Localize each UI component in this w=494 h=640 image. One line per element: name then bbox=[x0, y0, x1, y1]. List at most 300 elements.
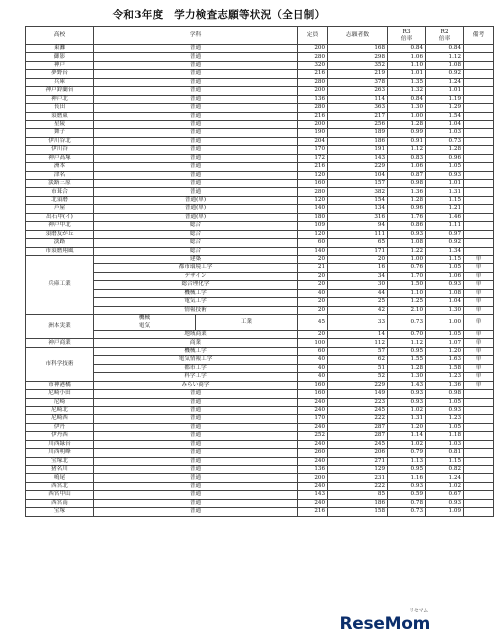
cell-applicants: 229 bbox=[328, 381, 388, 389]
cell-capacity: 109 bbox=[298, 222, 328, 230]
cell-r3-ratio: 1.28 bbox=[388, 364, 426, 372]
cell-school: 川西明峰 bbox=[26, 449, 94, 457]
cell-capacity: 280 bbox=[298, 104, 328, 112]
cell-school: 淡路 bbox=[26, 239, 94, 247]
cell-r3-ratio: 1.28 bbox=[388, 196, 426, 204]
table-row bbox=[26, 87, 494, 95]
cell-r2-ratio: 0.82 bbox=[426, 466, 464, 474]
cell-school: 伊丹西 bbox=[26, 432, 94, 440]
cell-school: 須磨東 bbox=[26, 112, 94, 120]
cell-note: 単 bbox=[464, 315, 494, 331]
cell-dept: 都市工学 bbox=[94, 364, 298, 372]
cell-applicants: 65 bbox=[328, 239, 388, 247]
cell-r3-ratio: 1.31 bbox=[388, 415, 426, 423]
cell-note bbox=[464, 205, 494, 213]
cell-r2-ratio: 0.93 bbox=[426, 499, 464, 507]
cell-school: 西宮甲山 bbox=[26, 491, 94, 499]
cell-r2-ratio: 0.93 bbox=[426, 406, 464, 414]
table-row bbox=[26, 508, 494, 516]
cell-capacity: 280 bbox=[298, 78, 328, 86]
cell-note bbox=[464, 398, 494, 406]
cell-applicants: 229 bbox=[328, 163, 388, 171]
cell-school: 舞子 bbox=[26, 129, 94, 137]
cell-r2-ratio: 1.46 bbox=[426, 213, 464, 221]
table-row bbox=[26, 482, 494, 490]
table-row bbox=[26, 70, 494, 78]
cell-applicants: 217 bbox=[328, 112, 388, 120]
cell-r3-ratio: 1.28 bbox=[388, 120, 426, 128]
cell-dept: 普通 bbox=[94, 70, 298, 78]
cell-dept: 普通 bbox=[94, 112, 298, 120]
cell-applicants: 143 bbox=[328, 154, 388, 162]
cell-r3-ratio: 0.59 bbox=[388, 491, 426, 499]
table-row bbox=[26, 213, 494, 221]
cell-applicants: 256 bbox=[328, 120, 388, 128]
table-row bbox=[26, 381, 494, 389]
cell-applicants: 157 bbox=[328, 180, 388, 188]
cell-note bbox=[464, 188, 494, 196]
cell-applicants: 149 bbox=[328, 390, 388, 398]
cell-capacity: 170 bbox=[298, 415, 328, 423]
cell-capacity: 216 bbox=[298, 163, 328, 171]
cell-r3-ratio: 1.06 bbox=[388, 163, 426, 171]
cell-school: 川西緑台 bbox=[26, 440, 94, 448]
cell-r3-ratio: 0.83 bbox=[388, 154, 426, 162]
cell-r3-ratio: 0.84 bbox=[388, 95, 426, 103]
cell-school: 洲本 bbox=[26, 163, 94, 171]
cell-dept: 普通 bbox=[94, 87, 298, 95]
cell-applicants: 112 bbox=[328, 339, 388, 347]
cell-note bbox=[464, 129, 494, 137]
cell-r2-ratio: 1.58 bbox=[426, 364, 464, 372]
cell-dept: デザイン bbox=[94, 272, 298, 280]
applicant-table bbox=[25, 26, 494, 517]
cell-r3-ratio: 1.20 bbox=[388, 423, 426, 431]
cell-capacity: 60 bbox=[298, 239, 328, 247]
cell-r3-ratio: 0.98 bbox=[388, 180, 426, 188]
header-r2: R2 倍率 bbox=[426, 27, 464, 45]
cell-school: 伊川谷 bbox=[26, 146, 94, 154]
cell-school: 伊川谷北 bbox=[26, 137, 94, 145]
cell-r2-ratio: 1.23 bbox=[426, 415, 464, 423]
table-row bbox=[26, 53, 494, 61]
table-row bbox=[26, 205, 494, 213]
cell-capacity: 140 bbox=[298, 205, 328, 213]
cell-dept: 普通 bbox=[94, 508, 298, 516]
cell-note: 単 bbox=[464, 281, 494, 289]
cell-r3-ratio: 1.06 bbox=[388, 53, 426, 61]
cell-r3-ratio: 0.95 bbox=[388, 466, 426, 474]
cell-note: 単 bbox=[464, 347, 494, 355]
cell-r3-ratio: 1.02 bbox=[388, 406, 426, 414]
table-row bbox=[26, 247, 494, 255]
resemom-logo bbox=[339, 608, 430, 634]
cell-note bbox=[464, 457, 494, 465]
cell-r3-ratio: 0.78 bbox=[388, 499, 426, 507]
cell-r2-ratio: 1.12 bbox=[426, 53, 464, 61]
header-capacity: 定員 bbox=[298, 27, 328, 45]
cell-note bbox=[464, 87, 494, 95]
cell-school: 神戸高塚 bbox=[26, 154, 94, 162]
cell-capacity: 136 bbox=[298, 95, 328, 103]
cell-r2-ratio: 1.05 bbox=[426, 423, 464, 431]
table-row bbox=[26, 474, 494, 482]
cell-r2-ratio: 0.98 bbox=[426, 390, 464, 398]
cell-school: 鳴尾 bbox=[26, 474, 94, 482]
cell-school: 市須磨翔風 bbox=[26, 247, 94, 255]
cell-r3-ratio: 1.01 bbox=[388, 70, 426, 78]
cell-note bbox=[464, 104, 494, 112]
cell-r2-ratio: 1.34 bbox=[426, 247, 464, 255]
cell-applicants: 168 bbox=[328, 45, 388, 53]
cell-dept: 普通 bbox=[94, 78, 298, 86]
cell-dept: 電気工学 bbox=[94, 298, 298, 306]
cell-note bbox=[464, 61, 494, 69]
cell-school: 神戸北 bbox=[26, 95, 94, 103]
cell-dept: 普通 bbox=[94, 390, 298, 398]
cell-applicants: 245 bbox=[328, 406, 388, 414]
cell-r3-ratio: 1.12 bbox=[388, 146, 426, 154]
cell-note bbox=[464, 474, 494, 482]
cell-capacity: 20 bbox=[298, 255, 328, 263]
cell-r3-ratio: 0.96 bbox=[388, 205, 426, 213]
cell-dept: 普通(単) bbox=[94, 213, 298, 221]
logo-text: ReseMom bbox=[339, 614, 430, 634]
cell-school: 尼崎小田 bbox=[26, 390, 94, 398]
cell-capacity: 204 bbox=[298, 137, 328, 145]
cell-school: 猪名川 bbox=[26, 466, 94, 474]
cell-note bbox=[464, 70, 494, 78]
cell-school: 尼崎西 bbox=[26, 415, 94, 423]
cell-r2-ratio: 1.04 bbox=[426, 298, 464, 306]
cell-dept: 普通 bbox=[94, 129, 298, 137]
cell-dept: 普通 bbox=[94, 104, 298, 112]
cell-capacity: 20 bbox=[298, 298, 328, 306]
cell-note bbox=[464, 423, 494, 431]
table-row bbox=[26, 331, 494, 339]
cell-school: 神戸 bbox=[26, 61, 94, 69]
table-row bbox=[26, 78, 494, 86]
cell-r3-ratio: 1.30 bbox=[388, 373, 426, 381]
cell-school: 尼崎 bbox=[26, 398, 94, 406]
cell-applicants: 186 bbox=[328, 499, 388, 507]
cell-r2-ratio: 0.93 bbox=[426, 281, 464, 289]
cell-capacity: 190 bbox=[298, 129, 328, 137]
header-r3: R3 倍率 bbox=[388, 27, 426, 45]
cell-note: 単 bbox=[464, 356, 494, 364]
cell-note bbox=[464, 180, 494, 188]
cell-applicants: 85 bbox=[328, 491, 388, 499]
cell-dept: 普通(単) bbox=[94, 205, 298, 213]
cell-r3-ratio: 1.08 bbox=[388, 239, 426, 247]
table-row bbox=[26, 406, 494, 414]
table-row bbox=[26, 499, 494, 507]
cell-dept: 普通(単) bbox=[94, 196, 298, 204]
cell-r2-ratio: 0.93 bbox=[426, 171, 464, 179]
cell-note: 単 bbox=[464, 373, 494, 381]
header-applicants: 志願者数 bbox=[328, 27, 388, 45]
cell-r2-ratio: 1.01 bbox=[426, 87, 464, 95]
cell-note bbox=[464, 95, 494, 103]
cell-r3-ratio: 1.02 bbox=[388, 440, 426, 448]
cell-school: 淡路三原 bbox=[26, 180, 94, 188]
cell-capacity: 40 bbox=[298, 289, 328, 297]
cell-capacity: 172 bbox=[298, 154, 328, 162]
cell-capacity: 180 bbox=[298, 213, 328, 221]
cell-capacity: 160 bbox=[298, 381, 328, 389]
cell-r2-ratio: 1.20 bbox=[426, 347, 464, 355]
cell-dept: 普通 bbox=[94, 432, 298, 440]
table-row bbox=[26, 289, 494, 297]
cell-r3-ratio: 0.79 bbox=[388, 449, 426, 457]
cell-applicants: 57 bbox=[328, 347, 388, 355]
cell-school: 伊丹 bbox=[26, 423, 94, 431]
cell-capacity: 120 bbox=[298, 230, 328, 238]
cell-capacity: 40 bbox=[298, 364, 328, 372]
cell-applicants: 298 bbox=[328, 53, 388, 61]
cell-dept: 都市環境工学 bbox=[94, 264, 298, 272]
cell-r3-ratio: 1.50 bbox=[388, 281, 426, 289]
cell-r2-ratio: 1.08 bbox=[426, 61, 464, 69]
cell-note bbox=[464, 45, 494, 53]
cell-r3-ratio: 0.87 bbox=[388, 171, 426, 179]
table-row bbox=[26, 491, 494, 499]
cell-dept-sub: 工業 bbox=[196, 315, 298, 331]
cell-dept: 普通 bbox=[94, 137, 298, 145]
cell-dept: 科学工学 bbox=[94, 373, 298, 381]
cell-school: 兵庫 bbox=[26, 78, 94, 86]
cell-capacity: 216 bbox=[298, 508, 328, 516]
cell-school: 神戸甲北 bbox=[26, 222, 94, 230]
cell-r2-ratio: 0.81 bbox=[426, 449, 464, 457]
cell-school: 尼崎北 bbox=[26, 406, 94, 414]
table-row bbox=[26, 466, 494, 474]
cell-r2-ratio: 1.07 bbox=[426, 339, 464, 347]
cell-applicants: 52 bbox=[328, 373, 388, 381]
cell-school: 芦屋 bbox=[26, 205, 94, 213]
cell-dept: みらい商学 bbox=[94, 381, 298, 389]
cell-note bbox=[464, 390, 494, 398]
cell-applicants: 171 bbox=[328, 247, 388, 255]
table-row bbox=[26, 398, 494, 406]
table-row bbox=[26, 347, 494, 355]
cell-capacity: 140 bbox=[298, 247, 328, 255]
table-row bbox=[26, 364, 494, 372]
cell-note: 単 bbox=[464, 306, 494, 314]
table-row bbox=[26, 61, 494, 69]
cell-r2-ratio: 1.63 bbox=[426, 356, 464, 364]
cell-capacity: 20 bbox=[298, 272, 328, 280]
cell-dept: 普通 bbox=[94, 61, 298, 69]
table-row bbox=[26, 188, 494, 196]
cell-note bbox=[464, 171, 494, 179]
cell-school: 長田 bbox=[26, 104, 94, 112]
cell-r3-ratio: 1.00 bbox=[388, 112, 426, 120]
cell-capacity: 240 bbox=[298, 398, 328, 406]
cell-note bbox=[464, 466, 494, 474]
cell-dept: 普通 bbox=[94, 171, 298, 179]
cell-applicants: 20 bbox=[328, 255, 388, 263]
table-row bbox=[26, 423, 494, 431]
cell-note: 単 bbox=[464, 264, 494, 272]
cell-note bbox=[464, 230, 494, 238]
cell-r2-ratio: 1.18 bbox=[426, 432, 464, 440]
cell-r3-ratio: 0.91 bbox=[388, 137, 426, 145]
cell-capacity: 143 bbox=[298, 491, 328, 499]
cell-school: 洲本実業 bbox=[26, 315, 94, 339]
cell-r3-ratio: 2.10 bbox=[388, 306, 426, 314]
cell-r2-ratio: 0.92 bbox=[426, 70, 464, 78]
cell-r2-ratio: 1.03 bbox=[426, 129, 464, 137]
cell-r3-ratio: 1.16 bbox=[388, 474, 426, 482]
cell-r2-ratio: 1.01 bbox=[426, 180, 464, 188]
table-row bbox=[26, 230, 494, 238]
table-row bbox=[26, 432, 494, 440]
cell-r3-ratio: 1.10 bbox=[388, 61, 426, 69]
cell-applicants: 186 bbox=[328, 137, 388, 145]
cell-r2-ratio: 1.30 bbox=[426, 306, 464, 314]
cell-capacity: 160 bbox=[298, 390, 328, 398]
cell-applicants: 34 bbox=[328, 272, 388, 280]
cell-school: 北須磨 bbox=[26, 196, 94, 204]
cell-r2-ratio: 1.15 bbox=[426, 457, 464, 465]
cell-note bbox=[464, 491, 494, 499]
cell-note: 単 bbox=[464, 298, 494, 306]
cell-capacity: 200 bbox=[298, 87, 328, 95]
cell-applicants: 287 bbox=[328, 432, 388, 440]
cell-r3-ratio: 1.32 bbox=[388, 87, 426, 95]
cell-note bbox=[464, 78, 494, 86]
cell-r2-ratio: 1.05 bbox=[426, 331, 464, 339]
cell-r2-ratio: 1.19 bbox=[426, 95, 464, 103]
cell-capacity: 20 bbox=[298, 331, 328, 339]
table-row bbox=[26, 264, 494, 272]
cell-r2-ratio: 1.09 bbox=[426, 508, 464, 516]
table-row bbox=[26, 129, 494, 137]
cell-r3-ratio: 1.36 bbox=[388, 188, 426, 196]
cell-r2-ratio: 1.05 bbox=[426, 264, 464, 272]
cell-r2-ratio: 1.15 bbox=[426, 196, 464, 204]
table-row bbox=[26, 373, 494, 381]
cell-dept: 商業 bbox=[94, 339, 298, 347]
cell-applicants: 16 bbox=[328, 264, 388, 272]
cell-capacity: 280 bbox=[298, 188, 328, 196]
cell-note bbox=[464, 449, 494, 457]
cell-r3-ratio: 1.25 bbox=[388, 298, 426, 306]
cell-dept: 情報技術 bbox=[94, 306, 298, 314]
cell-school: 津名 bbox=[26, 171, 94, 179]
cell-note bbox=[464, 163, 494, 171]
cell-capacity: 100 bbox=[298, 339, 328, 347]
cell-r2-ratio: 1.54 bbox=[426, 112, 464, 120]
cell-note bbox=[464, 120, 494, 128]
cell-applicants: 287 bbox=[328, 423, 388, 431]
table-row bbox=[26, 222, 494, 230]
cell-applicants: 30 bbox=[328, 281, 388, 289]
cell-r3-ratio: 0.73 bbox=[388, 315, 426, 331]
cell-applicants: 206 bbox=[328, 449, 388, 457]
cell-r3-ratio: 0.86 bbox=[388, 222, 426, 230]
cell-capacity: 260 bbox=[298, 449, 328, 457]
cell-r2-ratio: 1.11 bbox=[426, 222, 464, 230]
cell-dept: 普通 bbox=[94, 406, 298, 414]
cell-r2-ratio: 1.04 bbox=[426, 120, 464, 128]
cell-r3-ratio: 1.35 bbox=[388, 78, 426, 86]
cell-capacity: 60 bbox=[298, 347, 328, 355]
table-row bbox=[26, 415, 494, 423]
cell-dept: 建築 bbox=[94, 255, 298, 263]
cell-note: 単 bbox=[464, 331, 494, 339]
cell-school: 西宮北 bbox=[26, 482, 94, 490]
cell-r2-ratio: 1.31 bbox=[426, 188, 464, 196]
cell-applicants: 114 bbox=[328, 95, 388, 103]
cell-r2-ratio: 0.92 bbox=[426, 239, 464, 247]
cell-note bbox=[464, 415, 494, 423]
cell-capacity: 200 bbox=[298, 45, 328, 53]
cell-capacity: 240 bbox=[298, 406, 328, 414]
cell-r3-ratio: 0.95 bbox=[388, 347, 426, 355]
cell-note bbox=[464, 239, 494, 247]
table-row bbox=[26, 390, 494, 398]
cell-note bbox=[464, 499, 494, 507]
cell-r3-ratio: 1.30 bbox=[388, 104, 426, 112]
table-row bbox=[26, 356, 494, 364]
cell-capacity: 240 bbox=[298, 440, 328, 448]
cell-applicants: 222 bbox=[328, 482, 388, 490]
cell-r3-ratio: 1.76 bbox=[388, 213, 426, 221]
cell-note: 単 bbox=[464, 381, 494, 389]
cell-r2-ratio: 1.06 bbox=[426, 272, 464, 280]
table-row bbox=[26, 239, 494, 247]
cell-capacity: 160 bbox=[298, 180, 328, 188]
cell-capacity: 170 bbox=[298, 146, 328, 154]
cell-dept: 普通 bbox=[94, 474, 298, 482]
table-row bbox=[26, 95, 494, 103]
cell-r3-ratio: 1.55 bbox=[388, 356, 426, 364]
cell-school: 市葺合 bbox=[26, 188, 94, 196]
cell-school: 市神港橘 bbox=[26, 381, 94, 389]
cell-dept: 普通 bbox=[94, 95, 298, 103]
cell-applicants: 14 bbox=[328, 331, 388, 339]
cell-capacity: 240 bbox=[298, 423, 328, 431]
cell-note bbox=[464, 112, 494, 120]
cell-r2-ratio: 1.15 bbox=[426, 255, 464, 263]
cell-applicants: 189 bbox=[328, 129, 388, 137]
cell-applicants: 42 bbox=[328, 306, 388, 314]
cell-applicants: 363 bbox=[328, 104, 388, 112]
cell-dept: 普通 bbox=[94, 449, 298, 457]
cell-capacity: 240 bbox=[298, 457, 328, 465]
cell-school: 宝塚北 bbox=[26, 457, 94, 465]
cell-note: 単 bbox=[464, 289, 494, 297]
cell-r3-ratio: 0.99 bbox=[388, 129, 426, 137]
table-row bbox=[26, 154, 494, 162]
cell-dept: 普通 bbox=[94, 491, 298, 499]
cell-r3-ratio: 1.12 bbox=[388, 339, 426, 347]
header-dept: 学科 bbox=[94, 27, 298, 45]
cell-r2-ratio: 0.96 bbox=[426, 154, 464, 162]
cell-school: 神戸鈴蘭台 bbox=[26, 87, 94, 95]
table-row bbox=[26, 196, 494, 204]
cell-note: 単 bbox=[464, 364, 494, 372]
table-row bbox=[26, 180, 494, 188]
cell-note bbox=[464, 222, 494, 230]
cell-capacity: 200 bbox=[298, 120, 328, 128]
cell-r3-ratio: 0.93 bbox=[388, 482, 426, 490]
table-row bbox=[26, 440, 494, 448]
cell-applicants: 245 bbox=[328, 440, 388, 448]
cell-r2-ratio: 1.05 bbox=[426, 163, 464, 171]
